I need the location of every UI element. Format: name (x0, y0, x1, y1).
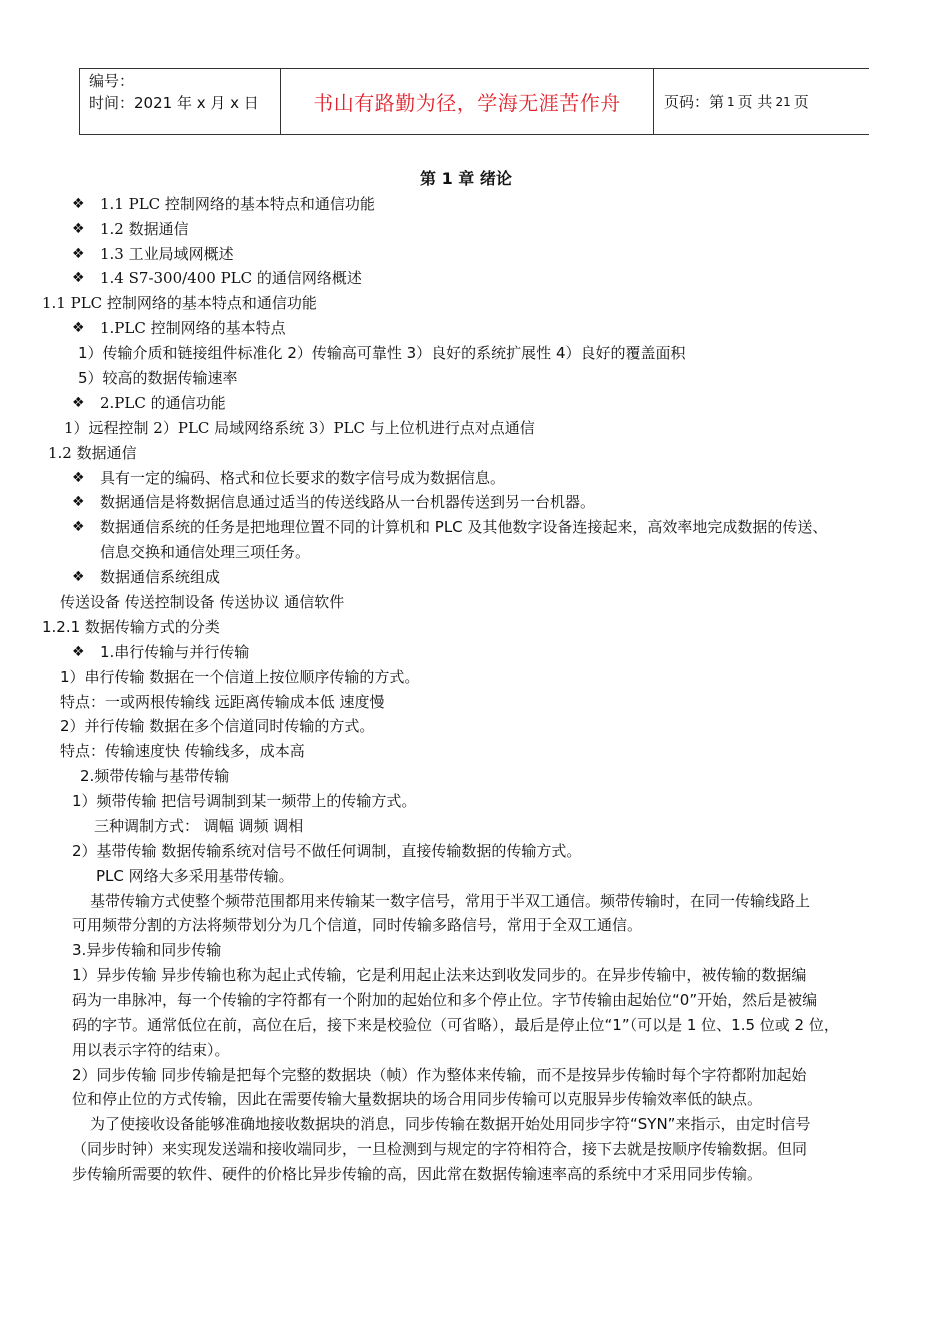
header-motto: 书山有路勤为径，学海无涯苦作舟 (313, 91, 621, 115)
bullet-icon: ❖ (72, 395, 85, 411)
bullet-icon: ❖ (72, 270, 85, 286)
sec12-bullet-1: 具有一定的编码、格式和位长要求的数字信号成为数据信息。 (100, 469, 506, 487)
sec121-bullet-1: 1.串行传输与并行传输 (100, 643, 250, 661)
bullet-icon: ❖ (72, 196, 85, 212)
band-paragraph-line-1: 基带传输方式使整个频带范围都用来传输某一数字信号，常用于半双工通信。频带传输时，在同一传输线路上 (90, 892, 811, 910)
async-paragraph-line-2: 码为一串脉冲，每一个传输的字符都有一个附加的起始位和多个停止位。字节传输由起始位“0”开始，然后是被编 (72, 991, 818, 1009)
sec12-bullet-4: 数据通信系统组成 (100, 568, 221, 586)
page-number: 1 (727, 94, 735, 109)
document-time-label: 时间：2021 年 x 月 x 日 (89, 94, 259, 112)
sec12-bullet-2: 数据通信是将数据信息通过适当的传送线路从一台机器传送到另一台机器。 (100, 493, 596, 511)
section-1-2-heading: 1.2 数据通信 (48, 444, 137, 462)
bullet-icon: ❖ (72, 246, 85, 262)
header-page-cell (654, 69, 870, 134)
serial-features: 特点：一或两根传输线 远距离传输成本低 速度慢 (60, 693, 385, 711)
header-motto-cell (281, 69, 654, 134)
async-sync-heading: 3.异步传输和同步传输 (72, 941, 222, 959)
sec11-features-line-1: 1）传输介质和链接组件标准化 2）传输高可靠性 3）良好的系统扩展性 4）良好的覆盖面积 (78, 344, 686, 362)
toc-item-1-4[interactable]: 1.4 S7-300/400 PLC 的通信网络概述 (100, 269, 362, 287)
sync-paragraph-line-1: 2）同步传输 同步传输是把每个完整的数据块（帧）作为整体来传输，而不是按异步传输时每个字符都附加起始 (72, 1066, 807, 1084)
page-total: 21 (775, 94, 791, 109)
parallel-transmission: 2）并行传输 数据在多个信道同时传输的方式。 (60, 717, 375, 735)
band-paragraph-line-2: 可用频带分割的方法将频带划分为几个信道，同时传输多路信号，常用于全双工通信。 (72, 916, 643, 934)
toc-item-1-2[interactable]: 1.2 数据通信 (100, 220, 189, 238)
parallel-features: 特点：传输速度快 传输线多，成本高 (60, 742, 305, 760)
plc-baseband-note: PLC 网络大多采用基带传输。 (96, 867, 294, 885)
sec11-bullet-2: 2.PLC 的通信功能 (100, 394, 226, 412)
sec12-components: 传送设备 传送控制设备 传送协议 通信软件 (60, 593, 345, 611)
sec11-bullet-1: 1.PLC 控制网络的基本特点 (100, 319, 286, 337)
bullet-icon: ❖ (72, 569, 85, 585)
sec11-features-line-2: 5）较高的数据传输速率 (78, 369, 238, 387)
page-prefix: 页码：第 (664, 93, 725, 111)
sync-paragraph-2-line-2: （同步时钟）来实现发送端和接收端同步，一旦检测到与规定的字符相符合，接下去就是按顺序传输数据。但同 (72, 1140, 808, 1158)
serial-transmission: 1）串行传输 数据在一个信道上按位顺序传输的方式。 (60, 668, 420, 686)
bullet-icon: ❖ (72, 494, 85, 510)
document-number-label: 编号： (89, 72, 135, 90)
sec12-bullet-3-line-1: 数据通信系统的任务是把地理位置不同的计算机和 PLC 及其他数字设备连接起来，高效率地完成数据的传送、 (100, 518, 828, 536)
section-1-2-1-heading: 1.2.1 数据传输方式的分类 (42, 618, 220, 636)
bullet-icon: ❖ (72, 519, 85, 535)
baseband-transmission: 2）基带传输 数据传输系统对信号不做任何调制，直接传输数据的传输方式。 (72, 842, 582, 860)
toc-item-1-1[interactable]: 1.1 PLC 控制网络的基本特点和通信功能 (100, 195, 375, 213)
sync-paragraph-line-2: 位和停止位的方式传输，因此在需要传输大量数据块的场合用同步传输可以克服异步传输效率低的缺点。 (72, 1090, 763, 1108)
frequency-band-transmission: 1）频带传输 把信号调制到某一频带上的传输方式。 (72, 792, 417, 810)
chapter-title: 第 1 章 绪论 (420, 169, 512, 188)
modulation-methods: 三种调制方式： 调幅 调频 调相 (94, 817, 304, 835)
header-table (79, 68, 869, 135)
async-paragraph-line-1: 1）异步传输 异步传输也称为起止式传输，它是利用起止法来达到收发同步的。在异步传输中，被传输的数据编 (72, 966, 807, 984)
async-paragraph-line-4: 用以表示字符的结束）。 (72, 1041, 230, 1059)
sec12-bullet-3-line-2: 信息交换和通信处理三项任务。 (100, 543, 311, 561)
section-1-1-heading: 1.1 PLC 控制网络的基本特点和通信功能 (42, 294, 317, 312)
bullet-icon: ❖ (72, 221, 85, 237)
page-suffix: 页 (793, 93, 809, 111)
band-heading: 2.频带传输与基带传输 (80, 767, 230, 785)
header-meta-cell (80, 69, 281, 134)
toc-item-1-3[interactable]: 1.3 工业局域网概述 (100, 245, 234, 263)
sec11-functions-line: 1）远程控制 2）PLC 局域网络系统 3）PLC 与上位机进行点对点通信 (64, 419, 535, 437)
bullet-icon: ❖ (72, 470, 85, 486)
async-paragraph-line-3: 码的字节。通常低位在前，高位在后，接下来是校验位（可省略），最后是停止位“1”（可以是 1 位、1.5 位或 2 位， (72, 1016, 839, 1034)
sync-paragraph-2-line-1: 为了使接收设备能够准确地接收数据块的消息，同步传输在数据开始处用同步字符“SYN”来指示，由定时信号 (90, 1115, 811, 1133)
sync-paragraph-2-line-3: 步传输所需要的软件、硬件的价格比异步传输的高，因此常在数据传输速率高的系统中才采用同步传输。 (72, 1165, 763, 1183)
bullet-icon: ❖ (72, 320, 85, 336)
page-mid: 页 共 (737, 93, 773, 111)
bullet-icon: ❖ (72, 644, 85, 660)
